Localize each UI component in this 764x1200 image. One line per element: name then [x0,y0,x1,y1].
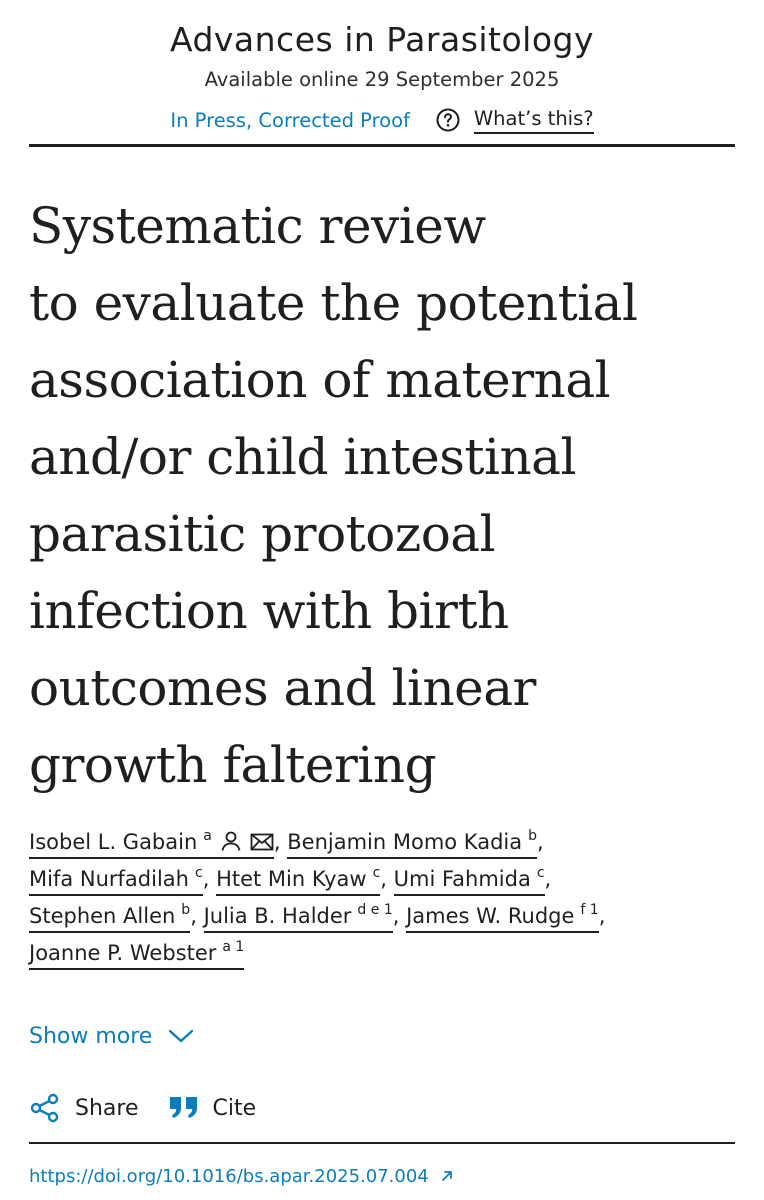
author-line [29,929,735,966]
title-line: growth faltering [29,736,437,794]
question-circle-icon[interactable] [436,108,460,132]
author-name: Mifa Nurfadilah [29,867,189,891]
author-link[interactable] [406,904,599,933]
quote-icon [169,1095,199,1121]
author-list [29,818,735,966]
author-affiliation: c [536,865,545,881]
chevron-down-icon [168,1028,194,1044]
author-name: Julia B. Halder [203,904,352,928]
author-name: Isobel L. Gabain [29,830,198,854]
author-affiliation: f 1 [580,902,599,918]
author-separator: , [537,830,544,854]
author-separator: , [190,904,197,928]
author-name: Stephen Allen [29,904,176,928]
cite-button[interactable] [169,1095,257,1121]
author-separator: , [380,867,387,891]
available-online-date: Available online 29 September 2025 [204,68,560,91]
author-affiliation: b [528,828,538,844]
title-line: and/or child intestinal [29,428,576,486]
share-icon [29,1092,61,1124]
author-affiliation: d e 1 [357,902,393,918]
author-line [29,855,735,892]
show-more-button[interactable] [29,1018,194,1054]
author-affiliation: b [181,902,191,918]
external-link-icon [439,1168,455,1184]
journal-title[interactable]: Advances in Parasitology [169,20,595,59]
bottom-divider [29,1142,735,1144]
author-name: Benjamin Momo Kadia [287,830,523,854]
title-line: Systematic review [29,197,486,255]
article-header [29,0,735,1187]
author-name: Umi Fahmida [393,867,531,891]
show-more-label: Show more [29,1023,153,1049]
author-separator: , [544,867,552,891]
share-label: Share [75,1095,139,1121]
author-separator: , [273,830,281,854]
author-affiliation: c [194,865,203,881]
title-line: association of maternal [29,351,611,409]
author-name: Htet Min Kyaw [216,867,367,891]
author-name: James W. Rudge [406,904,575,928]
title-line: parasitic protozoal [29,505,496,563]
top-divider [29,144,735,147]
share-button[interactable] [29,1092,139,1124]
author-separator: , [202,867,210,891]
in-press-status-link[interactable]: In Press, Corrected Proof [170,108,410,132]
article-actions [29,1088,286,1128]
author-separator: , [598,904,606,928]
title-line: infection with birth [29,582,509,640]
author-affiliation: c [372,865,381,881]
doi-link[interactable] [29,1162,455,1190]
author-link[interactable] [29,941,244,970]
cite-label: Cite [212,1095,257,1121]
doi-text: https://doi.org/10.1016/bs.apar.2025.07.004 [29,1165,429,1187]
author-separator: , [392,904,400,928]
article-status-row [29,103,735,137]
author-line [29,892,735,929]
author-affiliation: a [203,828,212,844]
author-affiliation: a 1 [222,939,245,955]
author-name: Joanne P. Webster [29,941,217,965]
article-title [29,188,735,804]
title-line: outcomes and linear [29,659,536,717]
author-line [29,818,735,855]
title-line: to evaluate the potential [29,274,638,332]
whats-this-link[interactable]: What’s this? [474,107,594,134]
